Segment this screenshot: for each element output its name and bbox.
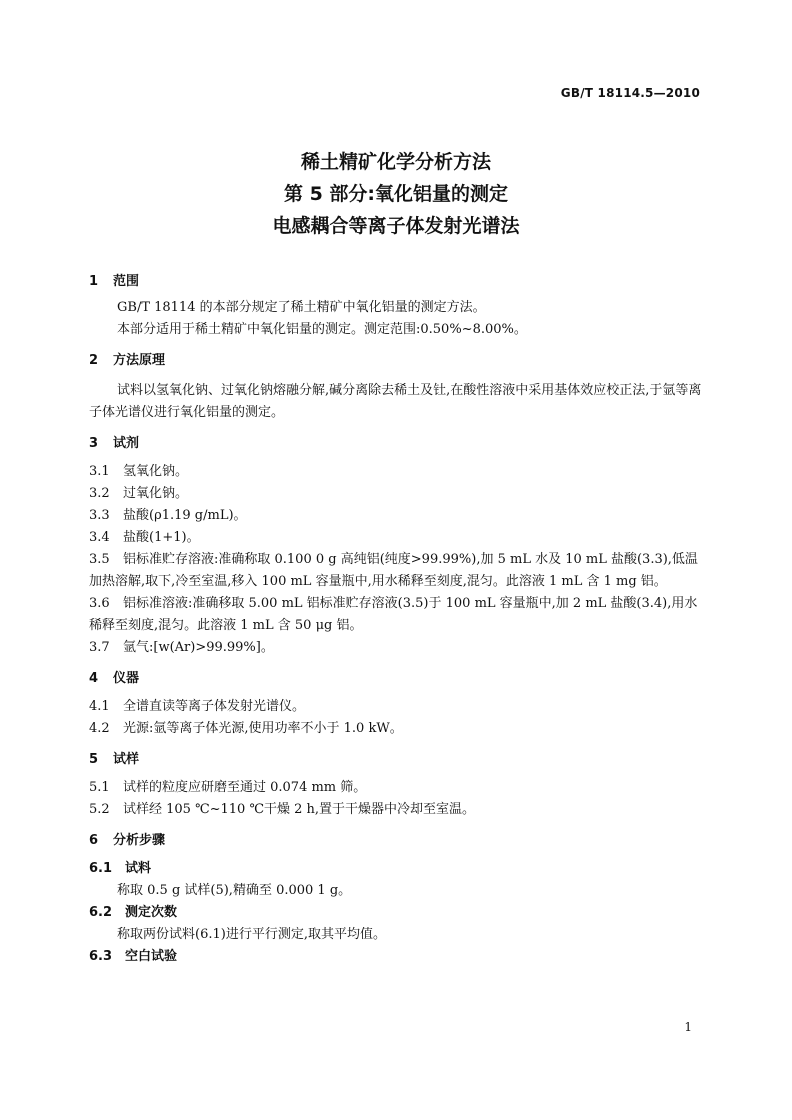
section-title: 试剂 [113, 436, 140, 451]
item-text: 试样经 105 ℃~110 ℃干燥 2 h,置于干燥器中冷却至室温。 [123, 802, 476, 817]
subsection-number: 6.2 [89, 905, 113, 920]
paragraph: 称取两份试料(6.1)进行平行测定,取其平均值。 [117, 927, 386, 942]
list-item [89, 718, 707, 740]
section-title: 分析步骤 [113, 833, 166, 848]
item-number: 3.2 [89, 486, 110, 501]
list-item [89, 637, 707, 659]
item-number: 3.7 [89, 640, 110, 655]
item-text: 盐酸(ρ1.19 g/mL)。 [123, 508, 247, 523]
standard-number-header: GB/T 18114.5—2010 [560, 86, 700, 100]
subsection-number: 6.1 [89, 861, 113, 876]
document-body [89, 270, 707, 968]
item-text: 过氧化钠。 [123, 486, 189, 501]
page-number: 1 [684, 1020, 692, 1034]
section-heading-reagents [89, 432, 707, 451]
title-line-2: 第 5 部分:氧化铝量的测定 [283, 183, 509, 205]
list-item [89, 483, 707, 505]
item-number: 4.1 [89, 699, 110, 714]
title-line-1: 稀土精矿化学分析方法 [300, 151, 491, 173]
list-item [89, 799, 707, 821]
item-number: 3.3 [89, 508, 110, 523]
section-title: 试样 [113, 752, 140, 767]
list-item [89, 527, 707, 549]
subsection-heading-determinations [89, 902, 707, 924]
subsection-title: 空白试验 [125, 949, 178, 964]
section-title: 方法原理 [113, 353, 166, 368]
section-heading-sample [89, 748, 707, 767]
item-number: 3.5 [89, 552, 110, 567]
section-heading-principle [89, 349, 707, 368]
paragraph: 本部分适用于稀土精矿中氧化铝量的测定。测定范围:0.50%~8.00%。 [117, 322, 527, 337]
paragraph: 称取 0.5 g 试样(5),精确至 0.000 1 g。 [117, 883, 352, 898]
subsection-number: 6.3 [89, 949, 113, 964]
list-item [89, 461, 707, 483]
section-number: 5 [89, 752, 99, 767]
list-item [89, 549, 707, 593]
paragraph: 试料以氢氧化钠、过氧化钠熔融分解,碱分离除去稀土及钍,在酸性溶液中采用基体效应校正法,于氩等离子体光谱仪进行氧化铝量的测定。 [89, 383, 702, 420]
list-item [89, 593, 707, 637]
item-text: 铝标准溶液:准确移取 5.00 mL 铝标准贮存溶液(3.5)于 100 mL 容量瓶中,加 2 mL 盐酸(3.4),用水稀释至刻度,混匀。此溶液 1 mL 含 50 μg 铝。 [89, 596, 698, 633]
section-title: 仪器 [113, 671, 140, 686]
section-heading-procedure [89, 829, 707, 848]
item-number: 3.1 [89, 464, 110, 479]
section-heading-apparatus [89, 667, 707, 686]
section-number: 3 [89, 436, 99, 451]
subsection-title: 测定次数 [125, 905, 178, 920]
section-number: 4 [89, 671, 99, 686]
item-number: 3.6 [89, 596, 110, 611]
item-number: 5.2 [89, 802, 110, 817]
list-item [89, 777, 707, 799]
title-line-3: 电感耦合等离子体发射光谱法 [272, 215, 520, 237]
subsection-heading-blank-test [89, 946, 707, 968]
item-text: 全谱直读等离子体发射光谱仪。 [123, 699, 306, 714]
item-text: 氢氧化钠。 [123, 464, 189, 479]
section-heading-scope [89, 270, 707, 289]
list-item [89, 696, 707, 718]
section-number: 6 [89, 833, 99, 848]
document-title [0, 146, 792, 242]
section-title: 范围 [113, 274, 140, 289]
item-text: 光源:氩等离子体光源,使用功率不小于 1.0 kW。 [123, 721, 403, 736]
paragraph: GB/T 18114 的本部分规定了稀土精矿中氧化铝量的测定方法。 [117, 300, 486, 315]
item-number: 4.2 [89, 721, 110, 736]
item-text: 盐酸(1+1)。 [123, 530, 200, 545]
section-number: 1 [89, 274, 99, 289]
item-text: 氩气:[w(Ar)>99.99%]。 [123, 640, 274, 655]
item-text: 试样的粒度应研磨至通过 0.074 mm 筛。 [123, 780, 367, 795]
item-number: 5.1 [89, 780, 110, 795]
subsection-heading-test-portion [89, 858, 707, 880]
subsection-title: 试料 [125, 861, 152, 876]
item-text: 铝标准贮存溶液:准确称取 0.100 0 g 高纯铝(纯度>99.99%),加 5 mL 水及 10 mL 盐酸(3.3),低温加热溶解,取下,冷至室温,移入 100 mL 容量瓶中,用水稀释至刻度,混匀。此溶液 1 mL 含 1 mg 铝。 [89, 552, 698, 589]
item-number: 3.4 [89, 530, 110, 545]
list-item [89, 505, 707, 527]
section-number: 2 [89, 353, 99, 368]
